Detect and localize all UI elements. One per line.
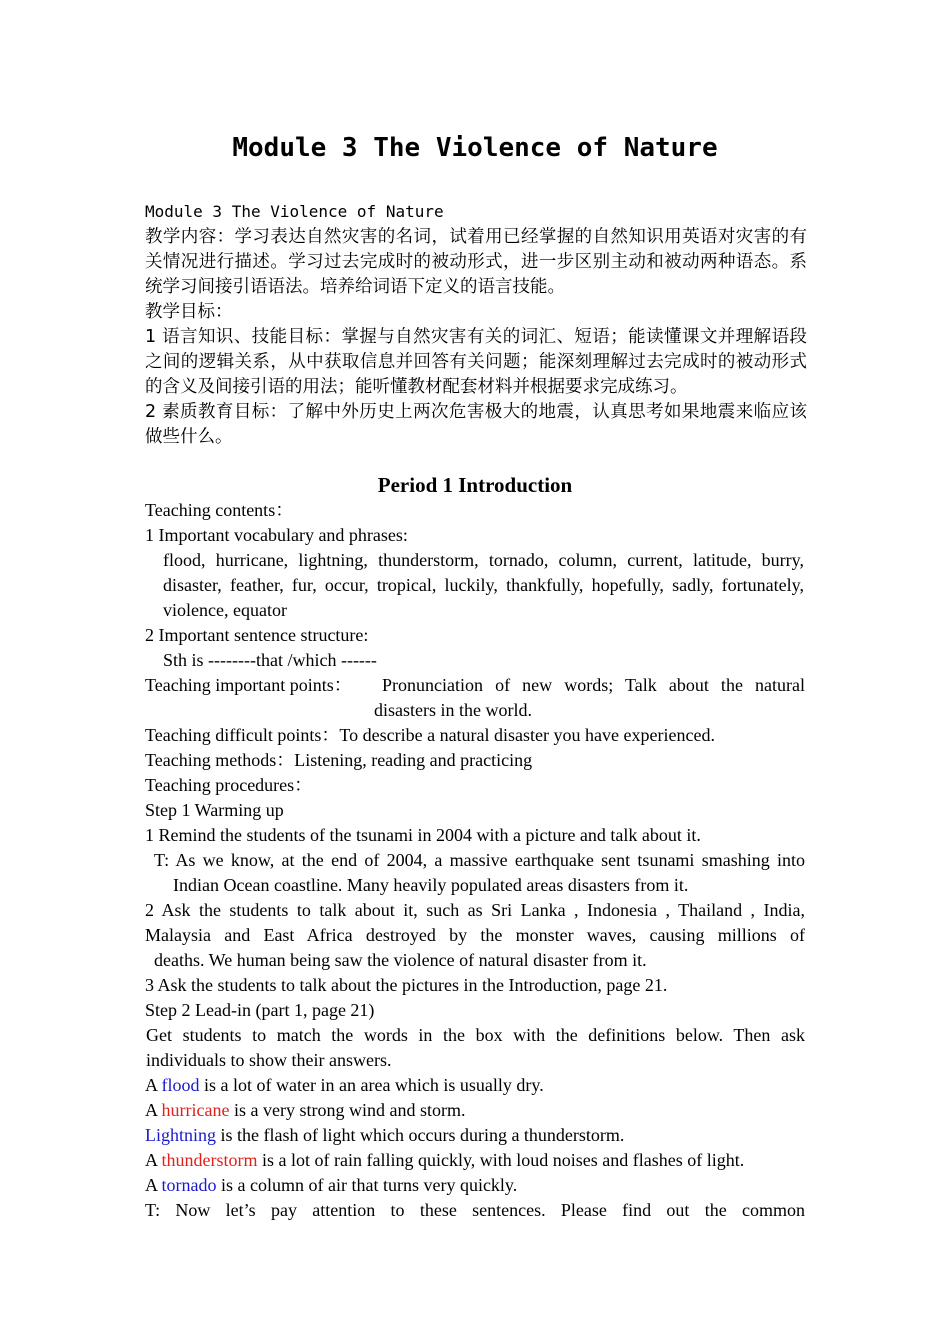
subtitle-line: Module 3 The Violence of Nature [145,202,444,221]
teacher-closing-line: T: Now let’s pay attention to these sentences. Please find out the common [145,1200,805,1220]
step-2-paragraph-end: individuals to show their answers. [146,1050,392,1070]
step-2-heading: Step 2 Lead-in (part 1, page 21) [145,1000,375,1020]
keyword-hurricane: hurricane [161,1100,230,1120]
step-1-item-3: 3 Ask the students to talk about the pictures in the Introduction, page 21. [145,975,668,995]
definition-text: is a lot of water in an area which is usually dry. [199,1075,544,1095]
goal-2-paragraph: 2 素质教育目标：了解中外历史上两次危害极大的地震，认真思考如果地震来临应该做些什么。 [145,402,807,447]
teaching-methods: Teaching methods：Listening, reading and practicing [145,750,533,770]
definition-hurricane [145,1098,805,1123]
definition-flood [145,1073,805,1098]
period-title: Period 1 Introduction [377,473,573,497]
definition-text: A [145,1075,162,1095]
important-points-line-1: Pronunciation of new words; Talk about the natural [382,675,805,695]
important-points-label: Teaching important points： [145,675,352,695]
teaching-goals-label: 教学目标： [145,302,233,322]
definition-text: is the flash of light which occurs during a thunderstorm. [216,1125,625,1145]
definition-text: is a very strong wind and storm. [229,1100,466,1120]
step-1-heading: Step 1 Warming up [145,800,284,820]
keyword-thunderstorm: thunderstorm [161,1150,258,1170]
teaching-contents-label: Teaching contents： [145,500,294,520]
step-1-teacher-line-2: Indian Ocean coastline. Many heavily populated areas disasters from it. [173,875,689,895]
step-1-item-2-end: deaths. We human being saw the violence of natural disaster from it. [154,950,647,970]
definition-text: A [145,1150,162,1170]
sentence-pattern: Sth is --------that /which ------ [163,650,377,670]
keyword-lightning: Lightning [145,1125,216,1145]
definition-text: A [145,1100,162,1120]
difficult-points: Teaching difficult points：To describe a natural disaster you have experienced. [145,725,715,745]
definition-text: is a column of air that turns very quickly. [216,1175,518,1195]
definition-text: A [145,1175,162,1195]
step-2-paragraph: Get students to match the words in the box with the definitions below. Then ask [146,1025,805,1045]
step-1-item-1: 1 Remind the students of the tsunami in 2004 with a picture and talk about it. [145,825,701,845]
sentence-heading: 2 Important sentence structure: [145,625,369,645]
teaching-content-paragraph: 教学内容：学习表达自然灾害的名词，试着用已经掌握的自然知识用英语对灾害的有关情况进行描述。学习过去完成时的被动形式，进一步区别主动和被动两种语态。系统学习间接引语语法。培养给词语下定义的语言技能。 [145,227,807,297]
step-1-item-2: 2 Ask the students to talk about it, such as Sri Lanka , Indonesia , Thailand , India, Malaysia and East Africa destroyed by the monster waves, causing millions of [145,900,805,945]
definition-tornado [145,1173,805,1198]
goal-1-paragraph: 1 语言知识、技能目标：掌握与自然灾害有关的词汇、短语；能读懂课文并理解语段之间的逻辑关系，从中获取信息并回答有关问题；能深刻理解过去完成时的被动形式的含义及间接引语的用法；能听懂教材配套材料并根据要求完成练习。 [145,327,807,397]
teaching-procedures: Teaching procedures： [145,775,313,795]
keyword-flood: flood [161,1075,200,1095]
vocab-heading: 1 Important vocabulary and phrases: [145,525,408,545]
important-points-line-2: disasters in the world. [374,700,532,720]
definition-lightning [145,1123,805,1148]
definition-thunderstorm [145,1148,805,1173]
document-title: Module 3 The Violence of Nature [232,133,718,163]
keyword-tornado: tornado [161,1175,217,1195]
definition-text: is a lot of rain falling quickly, with loud noises and flashes of light. [257,1150,745,1170]
vocab-list: flood, hurricane, lightning, thunderstorm, tornado, column, current, latitude, burry, disaster, feather, fur, occur, tropical, luckily, thankfully, hopefully, sadly, fortunately, violence, equator [163,550,804,620]
step-1-teacher-line-1: T: As we know, at the end of 2004, a massive earthquake sent tsunami smashing into [154,850,805,870]
